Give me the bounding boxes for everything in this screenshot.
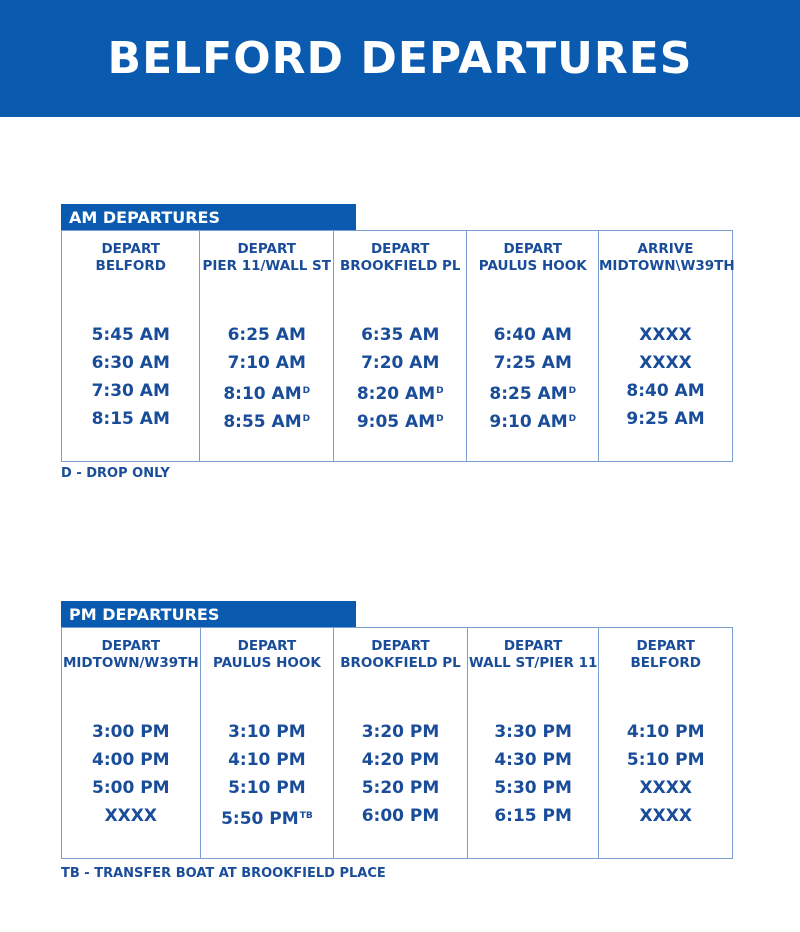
time-value: XXXX (639, 778, 692, 798)
time-value: 6:40 AM (493, 325, 572, 345)
time-cell (599, 321, 732, 349)
column-header (201, 628, 334, 718)
column-header-line1: DEPART (371, 638, 430, 654)
time-value: 4:20 PM (361, 750, 440, 770)
time-value: 3:30 PM (494, 722, 572, 742)
time-list (201, 718, 334, 830)
time-value: 7:30 AM (91, 381, 170, 401)
column-header-line1: DEPART (370, 241, 430, 257)
time-cell (467, 377, 598, 405)
column-header-line1: DEPART (503, 241, 562, 257)
pm-column (201, 628, 335, 858)
time-cell (599, 774, 732, 802)
time-cell (200, 349, 333, 377)
time-value: 8:15 AM (91, 409, 170, 429)
time-cell (334, 321, 467, 349)
am-column (334, 231, 468, 461)
time-value: XXXX (104, 806, 158, 826)
am-column (467, 231, 599, 461)
time-cell (467, 321, 598, 349)
time-value: XXXX (639, 353, 692, 373)
column-header (200, 231, 333, 321)
time-value: 7:10 AM (227, 353, 306, 373)
column-header-line1: ARRIVE (637, 241, 694, 257)
column-header (334, 628, 467, 718)
time-value: 8:10 AM (223, 384, 302, 404)
time-cell (599, 349, 732, 377)
time-cell (334, 746, 467, 774)
time-value: 3:10 PM (228, 722, 306, 742)
column-header-line1: DEPART (237, 241, 296, 257)
time-cell (334, 774, 467, 802)
time-cell (62, 774, 200, 802)
time-value: 5:10 PM (626, 750, 705, 770)
time-cell (468, 802, 599, 830)
column-header-line1: DEPART (101, 241, 160, 257)
column-header-line2: WALL ST/PIER 11 (468, 655, 598, 671)
time-cell (62, 377, 199, 405)
time-cell (334, 718, 467, 746)
time-value: 9:10 AM (489, 412, 568, 432)
pm-schedule-table (61, 627, 733, 859)
column-header (599, 628, 732, 718)
time-cell (599, 377, 732, 405)
time-list (599, 321, 732, 433)
time-value: 8:20 AM (356, 384, 436, 404)
time-value: 3:00 PM (92, 722, 170, 742)
time-cell (200, 405, 333, 433)
pm-column (468, 628, 600, 858)
footnote-marker: D (436, 386, 444, 396)
time-cell (468, 718, 599, 746)
time-value: 5:00 PM (92, 778, 170, 798)
footnote-marker: D (568, 414, 577, 424)
am-column (599, 231, 735, 461)
time-value: 5:50 PM (221, 809, 299, 829)
column-header-line2: BELFORD (630, 655, 701, 671)
time-cell (201, 718, 334, 746)
time-cell (62, 405, 199, 433)
time-list (62, 321, 199, 433)
time-cell (467, 349, 598, 377)
time-value: 6:00 PM (361, 806, 440, 826)
time-value: 5:10 PM (228, 778, 306, 798)
footnote-marker: D (436, 414, 444, 424)
column-header-line1: DEPART (237, 638, 297, 654)
time-value: 9:05 AM (356, 412, 436, 432)
pm-footnote: TB - TRANSFER BOAT AT BROOKFIELD PLACE (61, 866, 386, 881)
time-value: 5:45 AM (91, 325, 170, 345)
column-header-line1: DEPART (101, 638, 161, 654)
column-header (62, 628, 200, 718)
time-cell (599, 746, 732, 774)
time-value: 5:20 PM (361, 778, 440, 798)
time-cell (467, 405, 598, 433)
column-header-line2: PAULUS HOOK (212, 655, 321, 671)
column-header-line2: BELFORD (95, 258, 166, 274)
footnote-marker: D (568, 386, 577, 396)
time-value: 6:15 PM (494, 806, 572, 826)
pm-section-label: PM DEPARTURES (61, 601, 356, 628)
column-header-line2: MIDTOWN/W39TH (62, 655, 199, 671)
page-title: BELFORD DEPARTURES (107, 33, 693, 84)
time-cell (62, 349, 199, 377)
time-value: 4:30 PM (494, 750, 572, 770)
time-cell (334, 802, 467, 830)
time-list (200, 321, 333, 433)
time-list (334, 718, 467, 830)
time-value: 6:35 AM (361, 325, 440, 345)
time-value: 4:10 PM (228, 750, 306, 770)
column-header (334, 231, 467, 321)
time-value: 5:30 PM (494, 778, 572, 798)
am-section (61, 204, 733, 494)
am-footnote: D - DROP ONLY (61, 466, 170, 481)
time-cell (468, 746, 599, 774)
column-header (468, 628, 599, 718)
column-header-line1: DEPART (636, 638, 695, 654)
am-column (62, 231, 200, 461)
time-cell (334, 349, 467, 377)
time-cell (200, 321, 333, 349)
column-header-line2: PIER 11/WALL ST (202, 258, 331, 274)
time-value: XXXX (639, 325, 692, 345)
time-list (468, 718, 599, 830)
time-value: 9:25 AM (626, 409, 705, 429)
time-cell (201, 746, 334, 774)
column-header (599, 231, 735, 321)
time-cell (62, 718, 200, 746)
column-header-line2: BROOKFIELD PL (340, 655, 461, 671)
time-value: 4:00 PM (92, 750, 170, 770)
am-schedule-table (61, 230, 733, 462)
time-cell (334, 377, 467, 405)
time-value: 6:25 AM (227, 325, 306, 345)
time-value: 8:25 AM (489, 384, 568, 404)
time-cell (599, 405, 732, 433)
column-header-line2: BROOKFIELD PL (339, 258, 461, 274)
footnote-marker: D (302, 414, 311, 424)
time-value: 3:20 PM (361, 722, 440, 742)
pm-column (599, 628, 732, 858)
time-cell (599, 802, 732, 830)
time-cell (201, 774, 334, 802)
pm-column (62, 628, 201, 858)
pm-column (334, 628, 468, 858)
time-cell (599, 718, 732, 746)
time-cell (468, 774, 599, 802)
time-value: XXXX (639, 806, 692, 826)
time-list (334, 321, 467, 433)
time-cell (62, 802, 200, 830)
column-header-line2: PAULUS HOOK (478, 258, 587, 274)
time-value: 7:20 AM (361, 353, 440, 373)
am-column (200, 231, 334, 461)
time-value: 7:25 AM (493, 353, 572, 373)
pm-section (61, 601, 733, 891)
column-header (467, 231, 598, 321)
time-cell (201, 802, 334, 830)
column-header-line1: DEPART (503, 638, 563, 654)
footnote-marker: TB (299, 811, 313, 821)
time-value: 8:55 AM (223, 412, 302, 432)
am-section-label: AM DEPARTURES (61, 204, 356, 231)
column-header-line2: MIDTOWN\W39TH (599, 258, 735, 274)
time-list (62, 718, 200, 830)
time-cell (62, 746, 200, 774)
time-cell (62, 321, 199, 349)
footnote-marker: D (302, 386, 311, 396)
header-banner (0, 0, 800, 117)
time-value: 4:10 PM (626, 722, 705, 742)
time-list (467, 321, 598, 433)
time-cell (334, 405, 467, 433)
time-value: 6:30 AM (91, 353, 170, 373)
time-value: 8:40 AM (626, 381, 705, 401)
column-header (62, 231, 199, 321)
time-list (599, 718, 732, 830)
time-cell (200, 377, 333, 405)
